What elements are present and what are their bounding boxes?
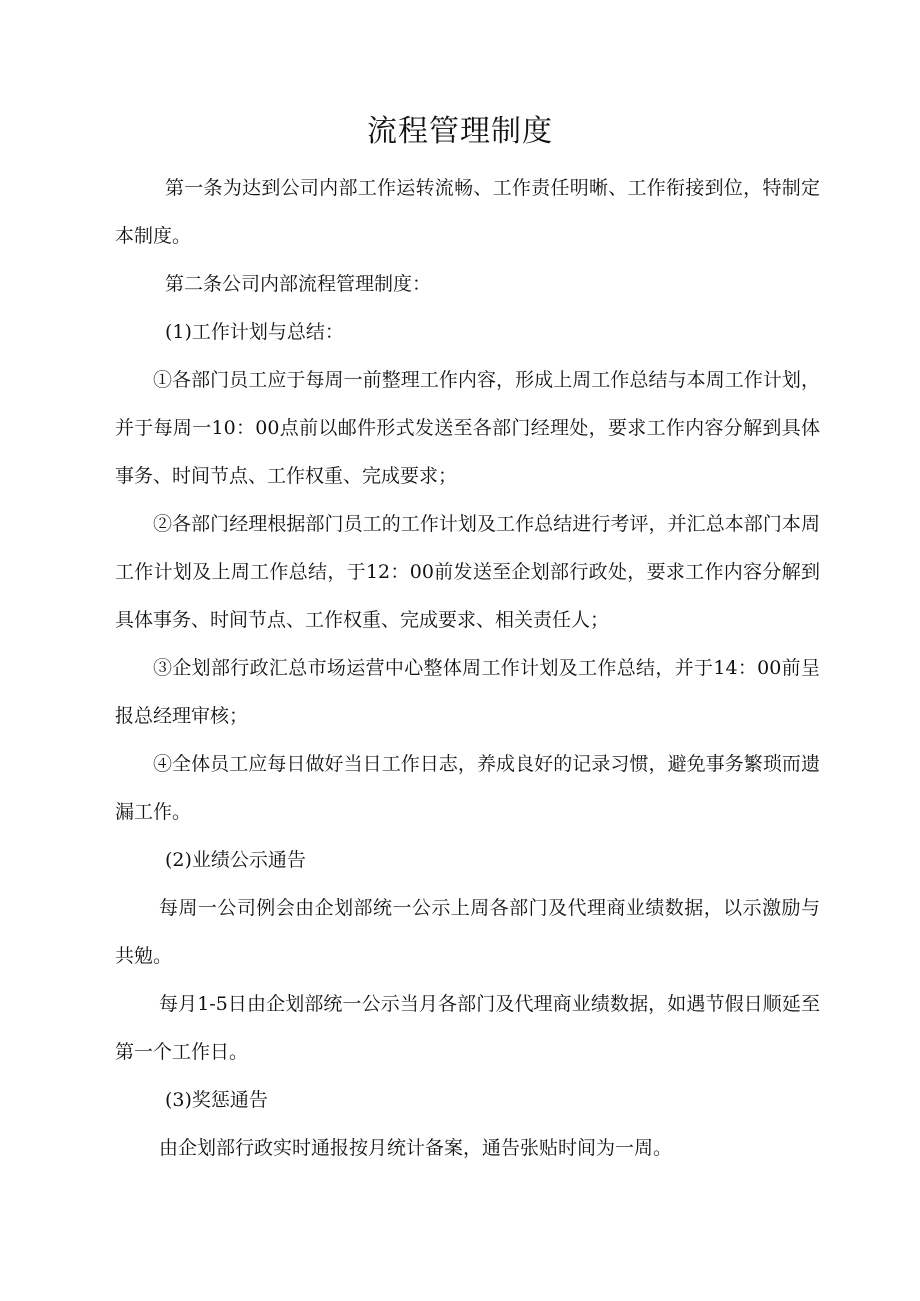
paragraph-article-1: 第一条为达到公司内部工作运转流畅、工作责任明晰、工作衔接到位，特制定本制度。 — [115, 177, 820, 247]
paragraph-item-4: ④全体员工应每日做好当日工作日志，养成良好的记录习惯，避免事务繁琐而遗漏工作。 — [115, 753, 820, 823]
paragraph-item-1: ①各部门员工应于每周一前整理工作内容，形成上周工作总结与本周工作计划，并于每周一10：00点前以邮件形式发送至各部门经理处，要求工作内容分解到具体事务、时间节点、工作权重、完成要求； — [115, 369, 820, 487]
document-title: 流程管理制度 — [367, 114, 553, 149]
paragraph-item-2: ②各部门经理根据部门员工的工作计划及工作总结进行考评，并汇总本部门本周工作计划及上周工作总结，于12：00前发送至企划部行政处，要求工作内容分解到具体事务、时间节点、工作权重、完成要求、相关责任人； — [115, 513, 820, 631]
document-body — [115, 164, 820, 1172]
paragraph-weekly-notice: 每周一公司例会由企划部统一公示上周各部门及代理商业绩数据，以示激励与共勉。 — [115, 897, 820, 967]
heading-work-plan: (1)工作计划与总结： — [165, 321, 344, 343]
paragraph-item-3: ③企划部行政汇总市场运营中心整体周工作计划及工作总结，并于14：00前呈报总经理审核； — [115, 657, 820, 727]
heading-performance-notice: (2)业绩公示通告 — [165, 849, 306, 871]
paragraph-article-2: 第二条公司内部流程管理制度： — [165, 273, 432, 295]
paragraph-rewards-notice: 由企划部行政实时通报按月统计备案，通告张贴时间为一周。 — [159, 1137, 673, 1159]
paragraph-monthly-notice: 每月1-5日由企划部统一公示当月各部门及代理商业绩数据，如遇节假日顺延至第一个工作日。 — [115, 993, 820, 1063]
heading-rewards-notice: (3)奖惩通告 — [165, 1089, 268, 1111]
